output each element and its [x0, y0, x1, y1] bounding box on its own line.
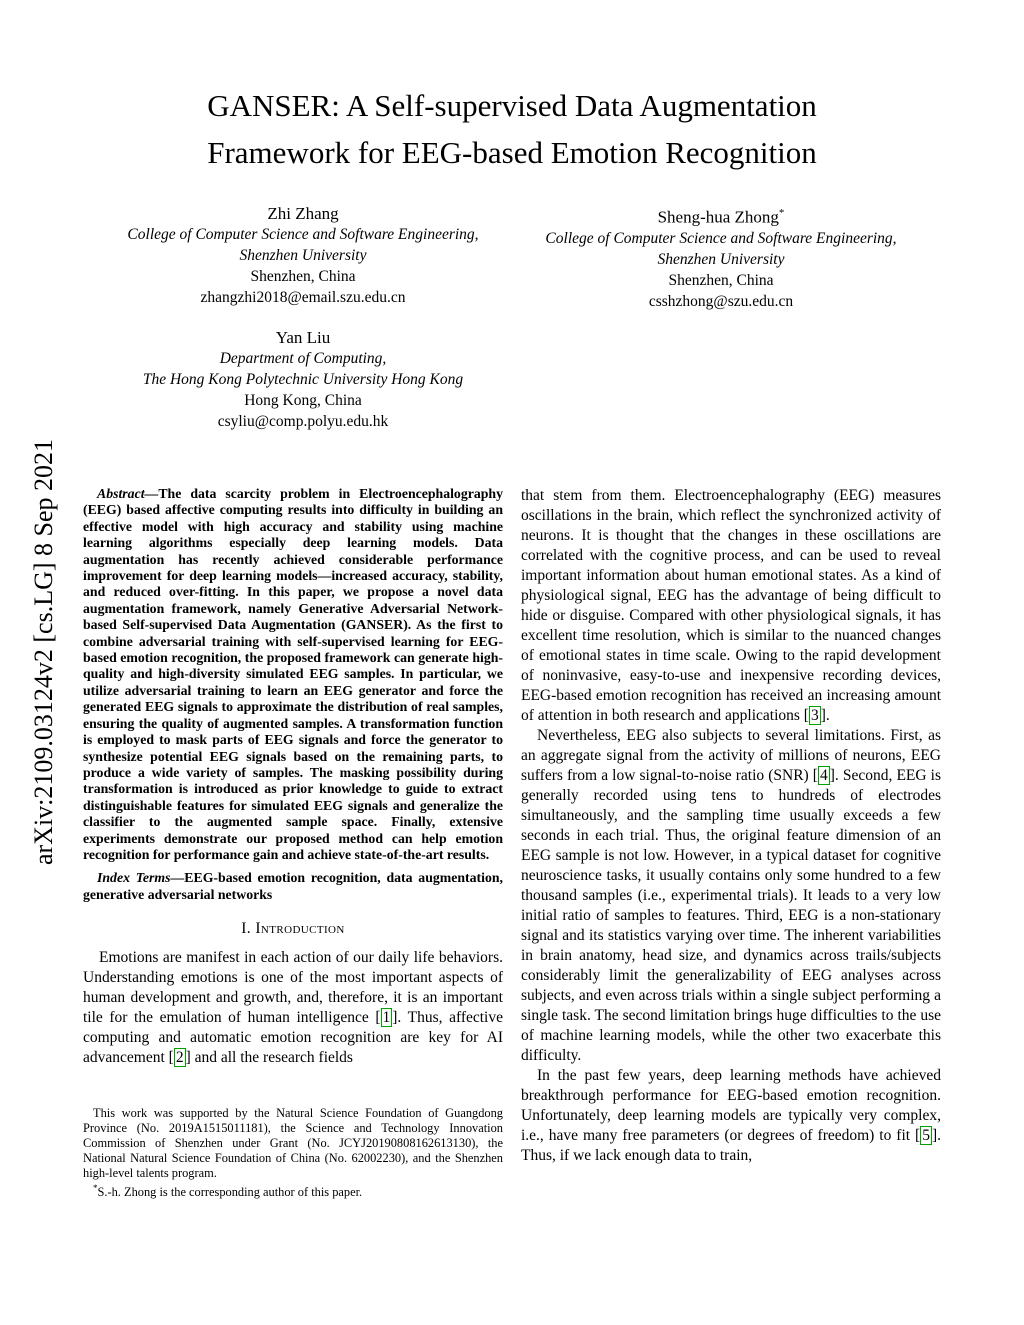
author-city: Shenzhen, China [250, 268, 356, 285]
author-email[interactable]: csyliu@comp.polyu.edu.hk [217, 413, 389, 430]
citation-link[interactable]: 1 [382, 1009, 391, 1027]
paper-title-line2: Framework for EEG-based Emotion Recognition [207, 135, 817, 170]
corresponding-author-mark: * [778, 207, 785, 219]
author-name: Yan Liu [275, 328, 331, 347]
footnote-block [83, 1106, 503, 1200]
author-city: Hong Kong, China [244, 392, 362, 409]
author-university: Shenzhen University [657, 250, 785, 268]
abstract-paragraph [83, 486, 503, 863]
author-affiliation: College of Computer Science and Software Engineering, [545, 229, 897, 247]
author-email[interactable]: csshzhong@szu.edu.cn [648, 292, 794, 310]
author-block-sheng-hua-zhong [503, 203, 939, 312]
right-column [521, 486, 941, 1166]
intro-paragraph: Emotions are manifest in each action of our daily life behaviors. Understanding emotions is one of the most important aspects of human development and growth, and, therefore, it is an important tile for the emulation of human intelligence [ 1 ]. Thus, affective computing and automatic emotion recognition are key for AI advancement [ 2 ] and all the research fields [83, 949, 503, 1067]
body-paragraph: In the past few years, deep learning methods have achieved breakthrough performance for EEG-based emotion recognition. Unfortunately, deep learning models are typically very complex, i.e., have many free parameters (or degrees of freedom) to fit [ 5 ]. Thus, if we lack enough data to train, [521, 1067, 941, 1164]
citation-link[interactable]: 4 [819, 767, 828, 784]
author-affiliation: College of Computer Science and Software Engineering, [127, 226, 479, 243]
author-block-zhi-zhang [85, 203, 521, 308]
author-affiliation: Department of Computing, [219, 350, 387, 367]
footnote-asterisk: * [93, 1182, 98, 1193]
footnote-funding: This work was supported by the Natural Science Foundation of Guangdong Province (No. 2019A1515011181), the Science and Technology Innovation Commission of Shenzhen under Grant (No. JCYJ20190808162613130), the National Natural Science Foundation of China (No. 62002230), and the Shenzhen high-level talents program. [83, 1106, 503, 1180]
body-paragraph: Nevertheless, EEG also subjects to several limitations. First, as an aggregate signal from the activity of millions of neurons, EEG suffers from a low signal-to-noise ratio (SNR) [ 4 ]. Second, EEG is generally recorded using tens to hundreds of electrodes simultaneously, and the sampling time usually exceeds a few seconds in each trial. Thus, the original feature dimension of an EEG sample is not low. However, in a typical dataset for cognitive neuroscience tasks, it usually contains only some hundred to a few thousand samples (i.e., experimental trials). It leads to a very low initial ratio of samples to features. Third, EEG is a non-stationary signal and its statistics varying over time. The inherent variabilities in brain anatomy, head size, and dynamics across trails/subjects considerably limit the generalizability of EEG analyses across subjects, and even across trials within a single subject performing a single task. The second limitation brings huge difficulties to the use of machine learning models, while the other two exacerbate this difficulty. [521, 727, 941, 1064]
citation-link[interactable]: 5 [922, 1127, 930, 1144]
abstract-label: Abstract— [97, 486, 159, 501]
author-name: Sheng-hua Zhong* [657, 207, 785, 227]
paper-title-line1: GANSER: A Self-supervised Data Augmentation [207, 88, 817, 123]
author-name: Zhi Zhang [267, 204, 339, 223]
page-title [0, 82, 1024, 176]
left-column [83, 486, 503, 1068]
index-terms-text: EEG-based emotion recognition, data augmentation, generative adversarial networks [83, 870, 504, 902]
author-block-yan-liu [85, 327, 521, 432]
author-university: The Hong Kong Polytechnic University Hong Kong [142, 371, 464, 388]
footnote-corresponding: *S.-h. Zhong is the corresponding author of this paper. [93, 1182, 363, 1199]
abstract-text: The data scarcity problem in Electroencephalography (EEG) based affective computing results into difficulty in building an effective model with high accuracy and stability using machine learning algorithms especially deep learning models. Data augmentation has recently achieved considerable performance improvement for deep learning models—increased accuracy, stability, and reduced over-fitting. In this paper, we propose a novel data augmentation framework, namely Generative Adversarial Network-based Self-supervised Data Augmentation (GANSER). As the first to combine adversarial training with self-supervised learning for EEG-based emotion recognition, the proposed framework can generate high-quality and high-diversity simulated EEG samples. In particular, we utilize adversarial training to learn an EEG generator and force the generated EEG signals to approximate the distribution of real samples, ensuring the quality of augmented samples. A transformation function is employed to mask parts of EEG signals and force the generator to synthesize potential EEG signals based on the remaining parts, to produce a wide variety of samples. The masking possibility during transformation is introduced as prior knowledge to guide to extract distinguishable features for simulated EEG signals and generalize the classifier to the augmented sample space. Finally, extensive experiments demonstrate our proposed method can help emotion recognition for performance gain and achieve state-of-the-art results. [83, 486, 503, 862]
author-email[interactable]: zhangzhi2018@email.szu.edu.cn [200, 289, 406, 306]
author-university: Shenzhen University [239, 247, 367, 264]
section-heading-introduction: I. Introduction [241, 920, 345, 938]
citation-link[interactable]: 2 [175, 1049, 184, 1067]
citation-link[interactable]: 3 [810, 707, 819, 724]
index-terms-label: Index Terms— [97, 870, 185, 886]
arxiv-watermark: arXiv:2109.03124v2 [cs.LG] 8 Sep 2021 [29, 438, 58, 866]
index-terms [83, 870, 503, 903]
author-city: Shenzhen, China [668, 271, 774, 289]
body-paragraph: that stem from them. Electroencephalography (EEG) measures oscillations in the brain, which reflect the synchronized activity of neurons. It is thought that the changes in these oscillations are correlated with the cognitive process, and can be used to reveal important information about human emotional states. As a kind of physiological signal, EEG has the advantage of being difficult to hide or disguise. Compared with other physiological signals, it has excellent time resolution, which is similar to the nuanced changes of emotional states in time scale. Owing to the rapid development of noninvasive, easy-to-use and inexpensive recording devices, EEG-based emotion recognition has received an increasing amount of attention in both research and applications [ 3 ]. [521, 487, 941, 724]
